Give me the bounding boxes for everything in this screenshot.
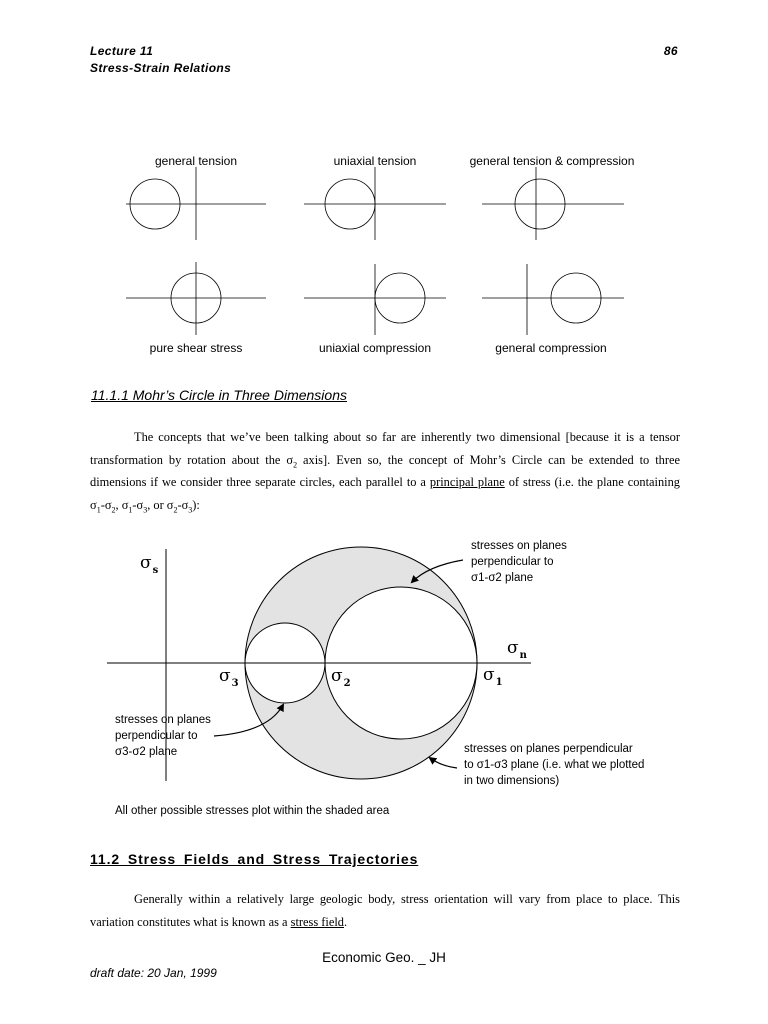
footer-course: Economic Geo. _ JH [322,950,446,965]
page-number: 86 [663,44,678,58]
shaded-area-caption: All other possible stresses plot within the shaded area [115,805,390,817]
arrow-sigma1-sigma3 [430,758,457,768]
paragraph-stress-fields: Generally within a relatively large geologic body, stress orientation will vary from place to place. This variation constitutes what is known as a stress field. [90,892,680,929]
lecture-label: Lecture 11 [90,44,154,58]
sigma3-label: $\sigma_3$ [219,666,239,689]
mohr-general-tension-compression [482,167,624,240]
lecture-subtitle: Stress-Strain Relations [90,61,232,75]
mini-mohr-svg [0,0,768,400]
caption-general-tension-compression: general tension & compression [469,154,635,168]
sigma-s-label: $\sigma_s$ [140,553,159,576]
caption-general-tension: general tension [154,154,238,168]
mohr-general-compression [482,264,624,335]
mohr-uniaxial-compression [304,264,446,335]
sigma-n-label: $\sigma_n$ [507,638,527,661]
mohr-general-tension [126,167,266,240]
caption-uniaxial-tension: uniaxial tension [333,154,417,168]
mohr-uniaxial-tension [304,167,446,240]
caption-pure-shear: pure shear stress [149,341,243,355]
paragraph-3d: The concepts that we’ve been talking about so far are inherently two dimensional [because it is a tensor transformation by rotation about the $\sigma_2$ axis]. Even so, the concept of Mohr’s Circle can be extended to three dimensions if we consider three separate circles, each parallel to a principal plane of stress (i.e. the plane containing $\sigma_1-\sigma_2$, $\sigma_1-\sigma_3$, or $\sigma_2-\sigma_3$): [90,430,680,514]
section-heading-stress-fields: 11.2 Stress Fields and Stress Trajectories [90,851,419,867]
annotation-sigma3-sigma2: stresses on planes perpendicular to σ3-σ2 plane [115,714,211,758]
annotation-sigma1-sigma3: stresses on planes perpendicular to σ1-σ3 plane (i.e. what we plotted in two dimensions) [464,743,645,787]
caption-general-compression: general compression [495,341,607,355]
annotation-sigma1-sigma2: stresses on planes perpendicular to σ1-σ2 plane [471,540,567,584]
section-heading-3d: 11.1.1 Mohr’s Circle in Three Dimensions [91,387,347,403]
sigma2-label: $\sigma_2$ [331,666,351,689]
mohr-pure-shear [126,262,266,335]
stress-field-term: stress field [290,914,344,929]
caption-uniaxial-compression: uniaxial compression [318,341,432,355]
sigma1-label: $\sigma_1$ [483,665,503,688]
footer-draft-date: draft date: 20 Jan, 1999 [90,966,217,980]
principal-plane-term: principal plane [429,475,505,489]
mohr-3d-diagram [0,520,768,830]
